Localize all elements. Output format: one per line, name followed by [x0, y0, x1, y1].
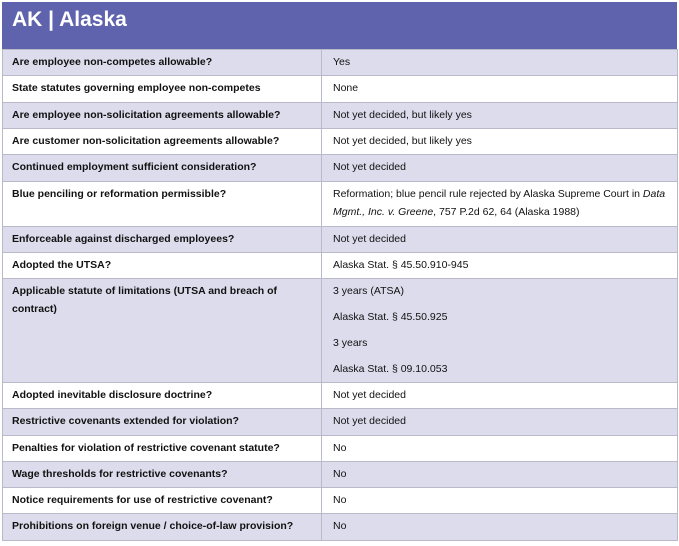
- question-cell: Are employee non-competes allowable?: [3, 50, 322, 76]
- answer-text: Reformation; blue pencil rule rejected by Alaska Supreme Court in: [333, 188, 643, 200]
- table-row: [3, 76, 678, 103]
- answer-text: , 757 P.2d 62, 64 (Alaska 1988): [433, 206, 580, 218]
- table-row: [3, 383, 678, 409]
- question-cell: Restrictive covenants extended for violation?: [3, 409, 322, 436]
- answer-line: 3 years (ATSA): [333, 285, 404, 297]
- question-line: contract): [12, 303, 57, 315]
- table-row: [3, 129, 678, 155]
- question-cell: State statutes governing employee non-competes: [3, 76, 322, 103]
- question-cell: Adopted inevitable disclosure doctrine?: [3, 383, 322, 409]
- answer-cell: [322, 279, 678, 383]
- answer-cell: Not yet decided, but likely yes: [322, 103, 678, 129]
- table-row: [3, 279, 678, 383]
- state-summary-table: [2, 2, 677, 541]
- question-cell: Are customer non-solicitation agreements allowable?: [3, 129, 322, 155]
- answer-cell: Not yet decided: [322, 383, 678, 409]
- answer-cell: Yes: [322, 50, 678, 76]
- answer-cell: Not yet decided: [322, 155, 678, 182]
- answer-line: Alaska Stat. § 09.10.053: [333, 363, 448, 375]
- question-cell: [3, 279, 322, 383]
- table-row: [3, 182, 678, 227]
- question-cell: Notice requirements for use of restrictive covenant?: [3, 488, 322, 514]
- case-citation: Data Mgmt., Inc. v. Greene: [333, 188, 666, 218]
- answer-cell: Not yet decided: [322, 409, 678, 436]
- table-row: [3, 436, 678, 462]
- question-cell: Enforceable against discharged employees?: [3, 227, 322, 253]
- answer-line: 3 years: [333, 337, 368, 349]
- page-title: AK | Alaska: [2, 2, 677, 49]
- table-row: [3, 155, 678, 182]
- answer-cell: No: [322, 462, 678, 488]
- answer-line: Alaska Stat. § 45.50.925: [333, 311, 448, 323]
- question-cell: Are employee non-solicitation agreements allowable?: [3, 103, 322, 129]
- table-row: [3, 488, 678, 514]
- answer-cell: Not yet decided, but likely yes: [322, 129, 678, 155]
- table-row: [3, 103, 678, 129]
- question-cell: Wage thresholds for restrictive covenants?: [3, 462, 322, 488]
- table-row: [3, 50, 678, 76]
- table-row: [3, 409, 678, 436]
- answer-cell: Alaska Stat. § 45.50.910-945: [322, 253, 678, 279]
- question-cell: Adopted the UTSA?: [3, 253, 322, 279]
- question-line: Applicable statute of limitations (UTSA and breach of: [12, 285, 278, 297]
- answer-cell: No: [322, 488, 678, 514]
- table-row: [3, 253, 678, 279]
- answer-cell: [322, 182, 678, 227]
- answer-cell: Not yet decided: [322, 227, 678, 253]
- question-cell: Continued employment sufficient consideration?: [3, 155, 322, 182]
- table-row: [3, 514, 678, 541]
- question-cell: Blue penciling or reformation permissible?: [3, 182, 322, 227]
- answer-cell: No: [322, 436, 678, 462]
- table-row: [3, 227, 678, 253]
- question-cell: Penalties for violation of restrictive covenant statute?: [3, 436, 322, 462]
- answer-cell: No: [322, 514, 678, 541]
- questions-table: [2, 49, 678, 541]
- question-cell: Prohibitions on foreign venue / choice-of-law provision?: [3, 514, 322, 541]
- table-row: [3, 462, 678, 488]
- answer-cell: None: [322, 76, 678, 103]
